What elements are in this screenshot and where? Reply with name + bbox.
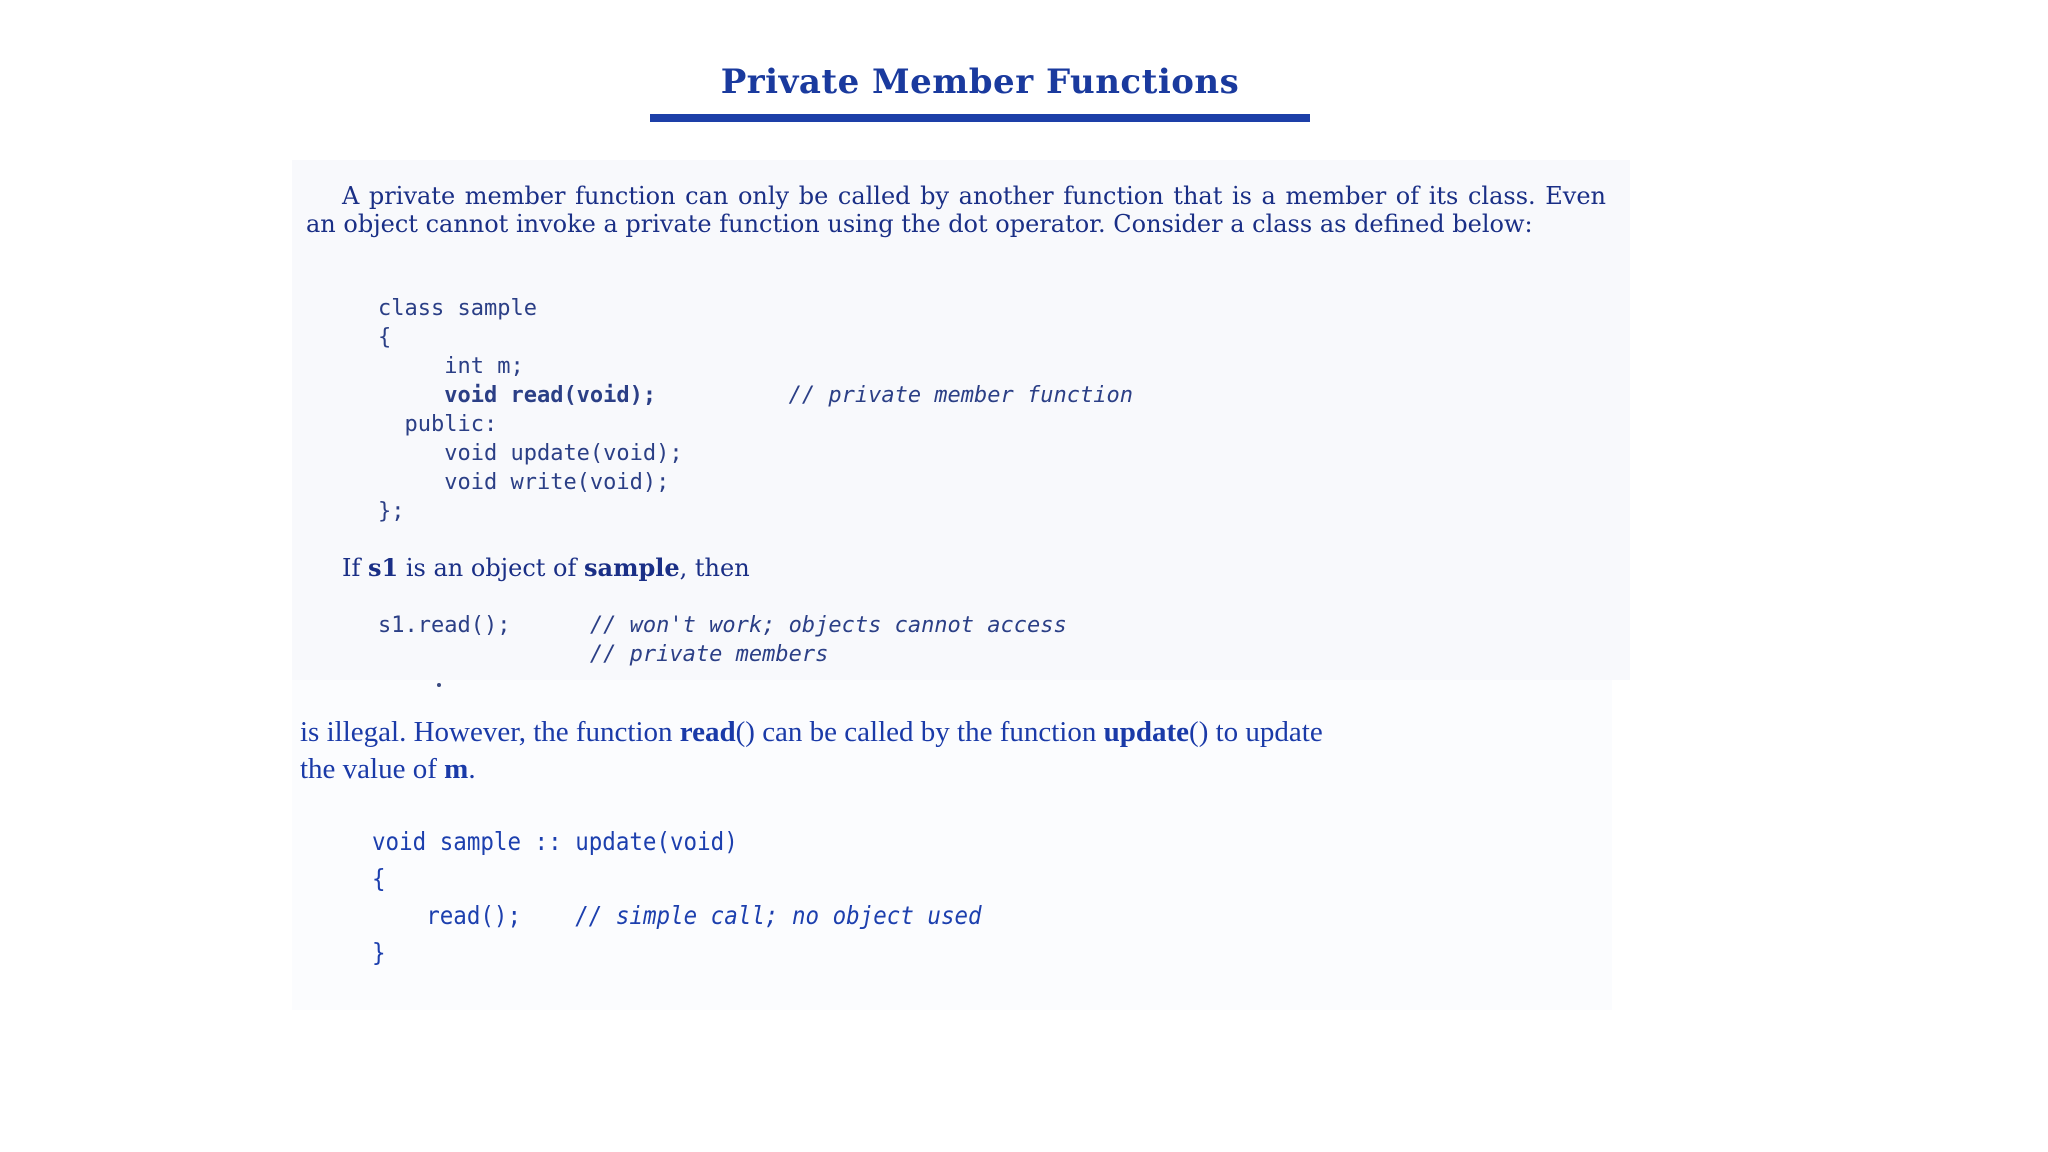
illegal-paragraph (300, 714, 1600, 788)
code-comment: // won't work; objects cannot access (589, 613, 1067, 638)
code-comment: // private member function (788, 383, 1133, 408)
code-line: { (372, 864, 386, 893)
text-run: m (444, 753, 469, 785)
code-line: { (378, 325, 392, 350)
title-underline (650, 114, 1310, 122)
call-code-block (378, 611, 1067, 669)
update-code-block (372, 823, 982, 971)
intro-paragraph (306, 182, 1606, 238)
code-line: int m; (444, 354, 524, 379)
code-line: read(); (426, 901, 522, 930)
text-run: read (679, 716, 736, 748)
text-run: . (468, 753, 476, 785)
code-line: } (372, 938, 386, 967)
code-line: class sample (378, 296, 537, 321)
code-line: void write(void); (444, 470, 670, 495)
page-title: Private Member Functions (720, 62, 1240, 102)
text-run: () to update (1189, 716, 1323, 748)
text-run: sample (584, 553, 680, 582)
code-line: void sample :: update(void) (372, 827, 738, 856)
text-run: the value of (300, 753, 445, 785)
code-line: s1.read(); (378, 613, 511, 638)
intro-text: A private member function can only be called by another function that is a member of its class. Even an object cannot invoke a private function using the dot operator. Consider a class as defined below: (306, 182, 1606, 238)
class-code-block (378, 294, 1133, 526)
object-sentence (342, 554, 1642, 582)
text-run: update (1103, 716, 1190, 748)
code-line: void update(void); (444, 441, 683, 466)
text-run: is illegal. However, the function (300, 716, 680, 748)
text-run: s1 (368, 553, 399, 582)
stray-mark (437, 683, 441, 687)
text-run: () can be called by the function (735, 716, 1104, 748)
code-line: }; (378, 499, 405, 524)
text-run: is an object of (398, 554, 584, 582)
text-run: , then (679, 554, 750, 582)
code-line: public: (404, 412, 498, 437)
code-line: void read(void); (444, 383, 657, 408)
text-run: If (342, 554, 368, 582)
code-comment: // private members (589, 642, 829, 667)
code-comment: // simple call; no object used (575, 901, 982, 930)
